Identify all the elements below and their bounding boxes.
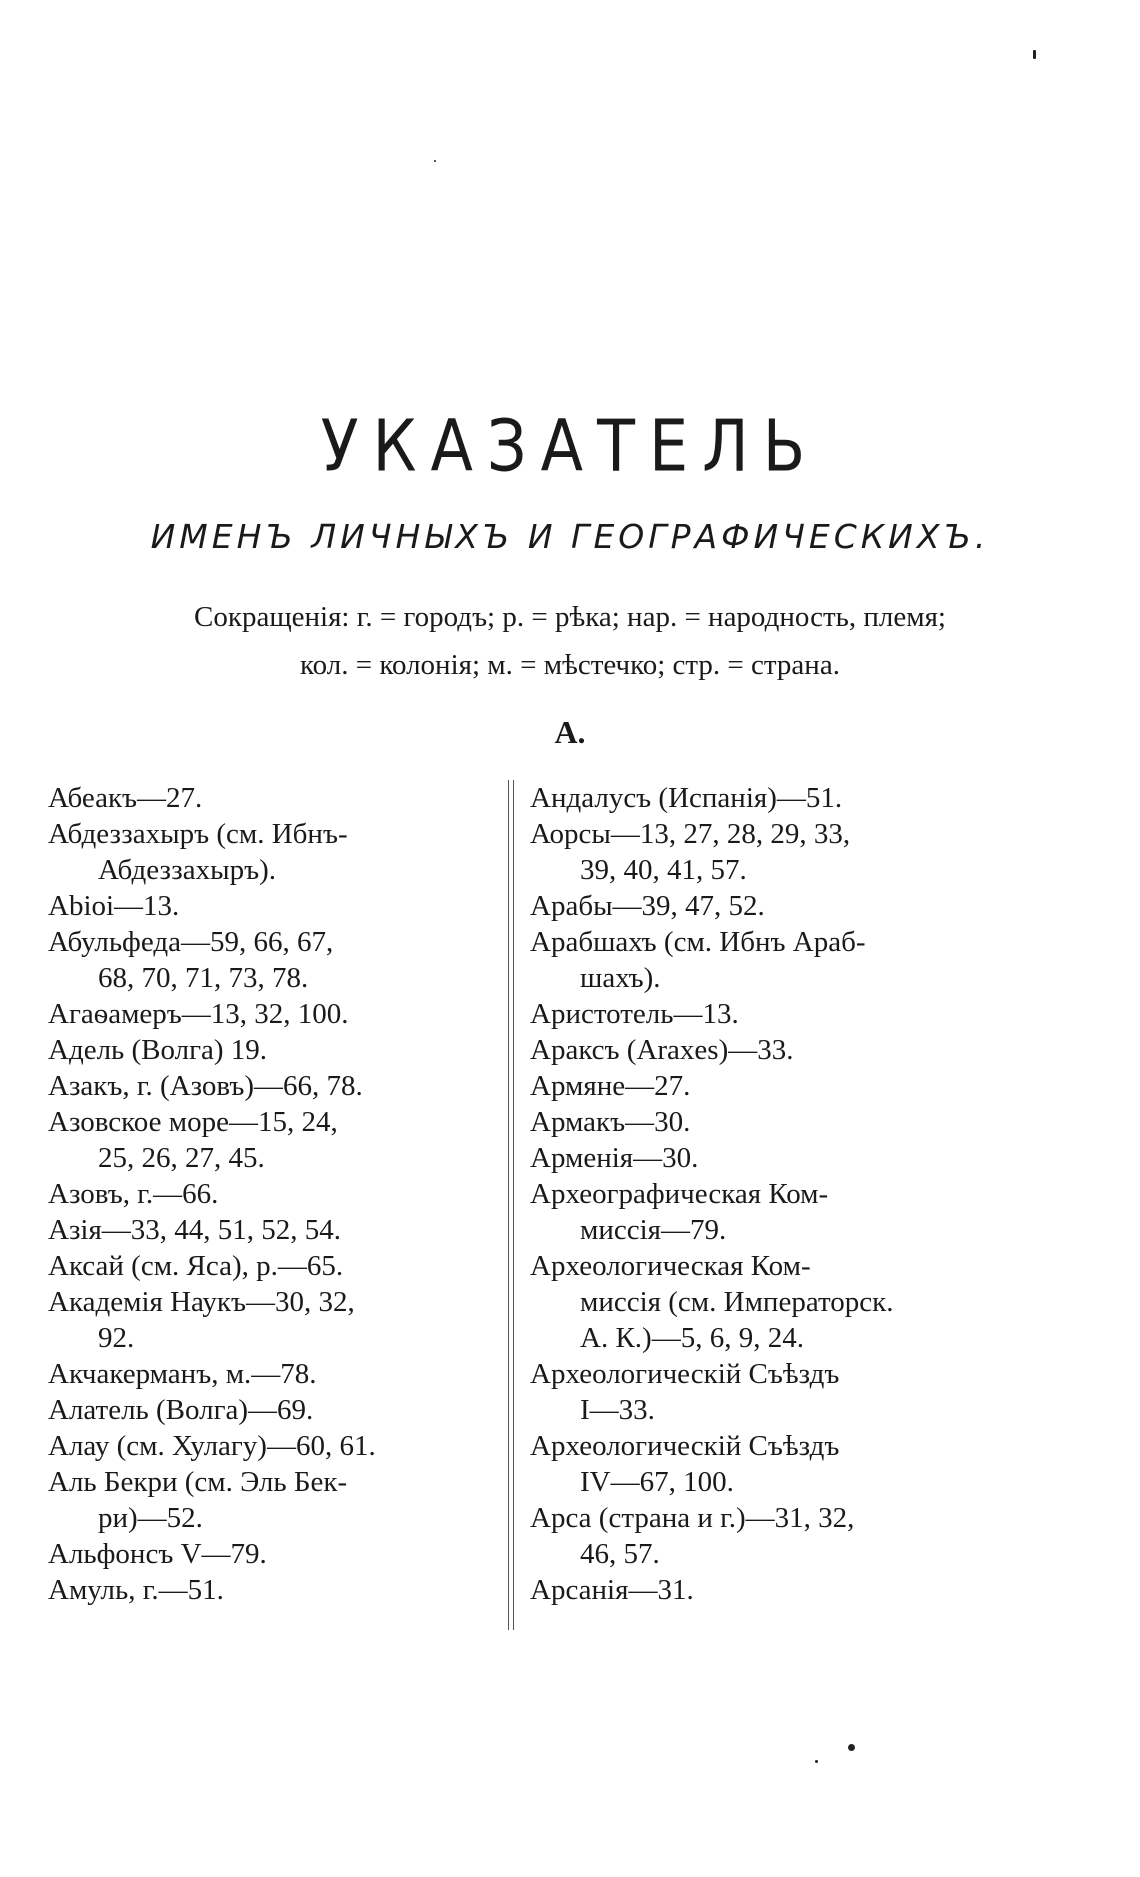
index-entry-text: Агаѳамеръ—13, 32, 100. <box>48 998 349 1030</box>
index-entry-text: Археологическій Съѣздъ <box>530 1358 840 1390</box>
index-entry-continuation: шахъ). <box>580 962 661 994</box>
index-entry-continuation: 39, 40, 41, 57. <box>580 854 747 886</box>
index-entry-text: Арабы—39, 47, 52. <box>530 890 765 922</box>
index-entry <box>48 1356 518 1392</box>
index-entry <box>530 1140 1000 1176</box>
index-entry-text: Алау (см. Хулагу)—60, 61. <box>48 1430 376 1462</box>
index-entry-text: Акчакерманъ, м.—78. <box>48 1358 317 1390</box>
index-entry <box>48 996 518 1032</box>
index-entry-text: Азовъ, г.—66. <box>48 1178 219 1210</box>
index-entry <box>48 1032 518 1068</box>
index-entry <box>48 1068 518 1104</box>
index-entry-continuation: 46, 57. <box>580 1538 660 1570</box>
index-entry-continuation: 25, 26, 27, 45. <box>98 1142 265 1174</box>
index-entry-continuation: 92. <box>98 1322 135 1354</box>
index-entry-text: Аксай (см. Яса), р.—65. <box>48 1250 344 1282</box>
abbreviations-legend <box>40 593 1100 689</box>
print-speck <box>434 160 436 162</box>
index-entry-text: Арабшахъ (см. Ибнъ Араб- <box>530 926 866 958</box>
index-entry <box>530 1500 1000 1572</box>
index-entry-continuation: IV—67, 100. <box>580 1466 734 1498</box>
index-column-left <box>48 780 518 1608</box>
index-entry <box>530 816 1000 888</box>
index-entry <box>530 780 1000 816</box>
index-entry-text: Археографическая Ком- <box>530 1178 829 1210</box>
index-entry <box>48 1176 518 1212</box>
print-speck <box>1033 50 1036 59</box>
index-entry-text: Армакъ—30. <box>530 1106 691 1138</box>
index-entry-text: Азія—33, 44, 51, 52, 54. <box>48 1214 342 1246</box>
index-entry <box>48 1392 518 1428</box>
index-entry-text: Андалусъ (Испанія)—51. <box>530 782 843 814</box>
index-entry-continuation: Абдеззахыръ). <box>98 854 277 886</box>
index-entry <box>530 1104 1000 1140</box>
index-entry-text: Арменія—30. <box>530 1142 699 1174</box>
index-entry-text: Арсанія—31. <box>530 1574 694 1606</box>
index-entry-text: Азакъ, г. (Азовъ)—66, 78. <box>48 1070 363 1102</box>
index-subtitle: ИМЕНЪ ЛИЧНЫХЪ И ГЕОГРАФИЧЕСКИХЪ. <box>150 517 990 556</box>
index-entry <box>48 888 518 924</box>
index-entry <box>48 1248 518 1284</box>
index-entry <box>530 1428 1000 1500</box>
print-speck <box>848 1744 855 1751</box>
index-entry-text: Алатель (Волга)—69. <box>48 1394 314 1426</box>
index-entry-continuation: миссія (см. Императорск. <box>580 1286 894 1318</box>
index-entry <box>48 1104 518 1176</box>
index-entry <box>530 888 1000 924</box>
index-columns <box>48 780 1088 1640</box>
abbreviations-line-2: кол. = колонія; м. = мѣстечко; стр. = страна. <box>300 649 840 681</box>
print-speck <box>815 1760 818 1763</box>
column-divider <box>508 780 514 1630</box>
index-entry <box>48 1536 518 1572</box>
index-entry-text: Амуль, г.—51. <box>48 1574 224 1606</box>
index-entry <box>48 1572 518 1608</box>
index-entry-text: Аристотель—13. <box>530 998 739 1030</box>
index-entry-continuation: А. К.)—5, 6, 9, 24. <box>580 1322 804 1354</box>
index-entry <box>530 1032 1000 1068</box>
index-entry <box>48 816 518 888</box>
index-entry-text: Абдеззахыръ (см. Ибнъ- <box>48 818 348 850</box>
index-entry-text: Абульфеда—59, 66, 67, <box>48 926 334 958</box>
index-entry-continuation: 68, 70, 71, 73, 78. <box>98 962 309 994</box>
index-entry-continuation: миссія—79. <box>580 1214 727 1246</box>
index-entry <box>48 1212 518 1248</box>
index-entry <box>48 1284 518 1356</box>
index-title: УКАЗАТЕЛЬ <box>320 403 820 488</box>
index-entry <box>530 1572 1000 1608</box>
index-entry-text: Араксъ (Araxes)—33. <box>530 1034 794 1066</box>
index-entry-text: Адель (Волга) 19. <box>48 1034 268 1066</box>
index-entry <box>530 1176 1000 1248</box>
index-entry-continuation: ри)—52. <box>98 1502 203 1534</box>
section-letter: А. <box>554 714 586 750</box>
index-column-right <box>530 780 1000 1608</box>
index-entry-text: Азовское море—15, 24, <box>48 1106 338 1138</box>
index-entry <box>48 1464 518 1536</box>
index-entry-text: Аорсы—13, 27, 28, 29, 33, <box>530 818 851 850</box>
index-entry-text: Арса (страна и г.)—31, 32, <box>530 1502 855 1534</box>
index-entry <box>530 924 1000 996</box>
index-entry-text: Аль Бекри (см. Эль Бек- <box>48 1466 348 1498</box>
index-entry-text: Археологическій Съѣздъ <box>530 1430 840 1462</box>
index-entry <box>530 1068 1000 1104</box>
index-entry <box>530 1248 1000 1356</box>
index-entry <box>48 924 518 996</box>
index-entry-text: Академія Наукъ—30, 32, <box>48 1286 355 1318</box>
index-entry <box>530 996 1000 1032</box>
index-entry-text: Abioi—13. <box>48 890 180 922</box>
index-entry-text: Армяне—27. <box>530 1070 691 1102</box>
index-entry <box>48 780 518 816</box>
index-entry-text: Абеакъ—27. <box>48 782 203 814</box>
index-entry <box>530 1356 1000 1428</box>
index-entry-continuation: I—33. <box>580 1394 655 1426</box>
index-entry-text: Альфонсъ V—79. <box>48 1538 267 1570</box>
index-entry <box>48 1428 518 1464</box>
abbreviations-line-1: Сокращенія: г. = городъ; р. = рѣка; нар. = народность, племя; <box>194 601 946 633</box>
index-entry-text: Археологическая Ком- <box>530 1250 811 1282</box>
